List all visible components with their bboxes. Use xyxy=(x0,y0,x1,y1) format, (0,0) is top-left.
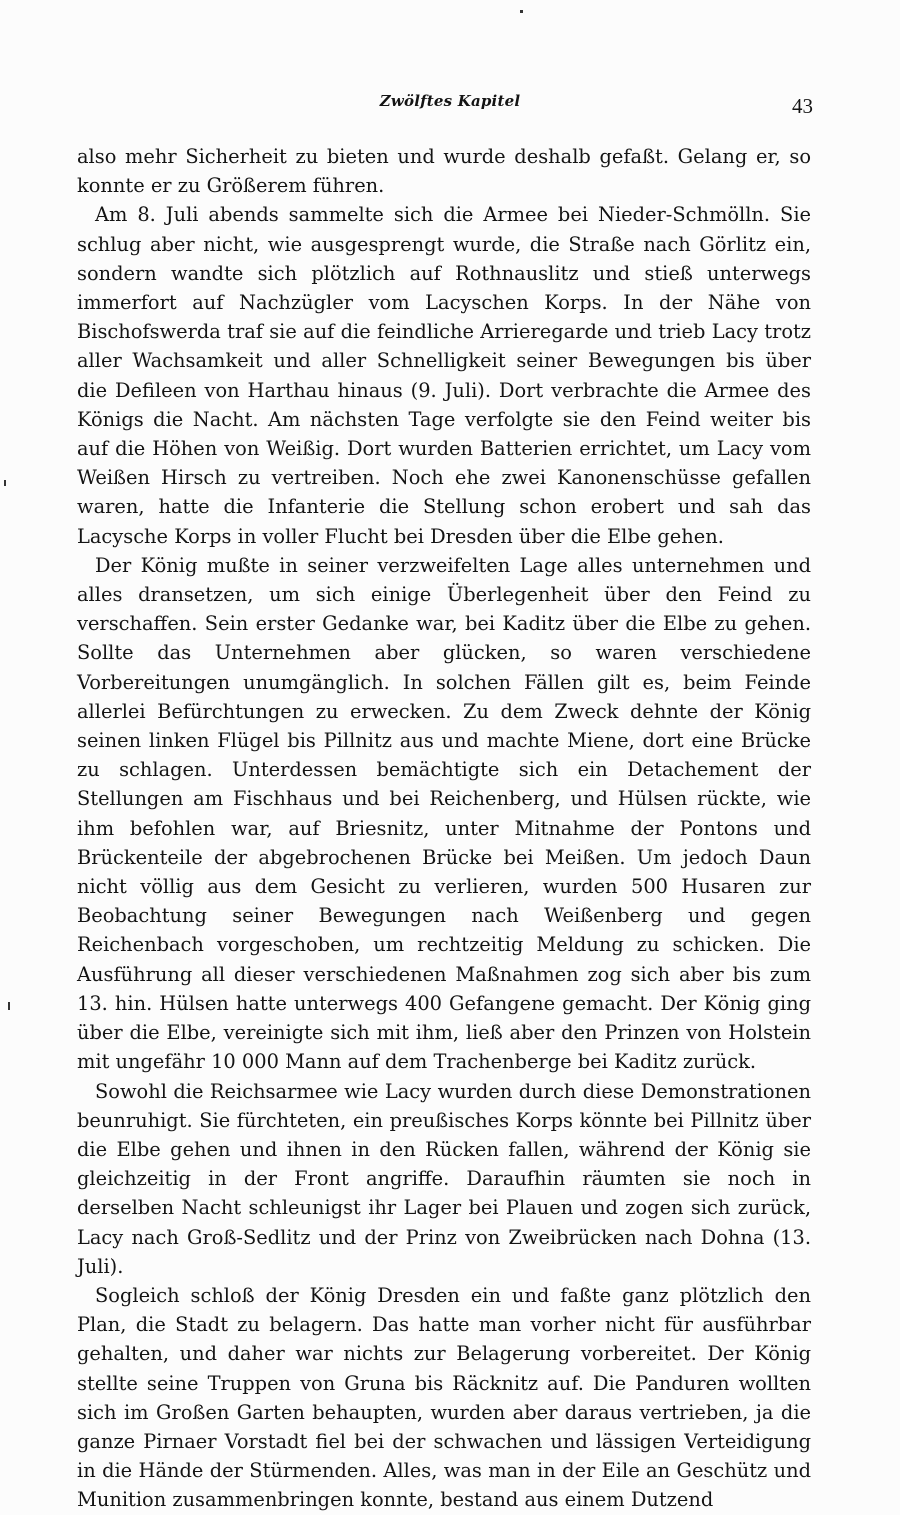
scan-mark-left xyxy=(8,1002,10,1010)
paragraph: Am 8. Juli abends sammelte sich die Armee bei Nieder-Schmölln. Sie schlug aber nicht, wie ausgesprengt wurde, die Straße nach Görlitz ein, sondern wandte sich plötzlich auf Rothnauslitz und stieß unterwegs immerfort auf Nachzügler vom Lacyschen Korps. In der Nähe von Bischofswerda traf sie auf die feindliche Arrieregarde und trieb Lacy trotz aller Wachsamkeit und aller Schnelligkeit seiner Bewegungen bis über die Defileen von Harthau hinaus (9. Juli). Dort verbrachte die Armee des Königs die Nacht. Am nächsten Tage verfolgte sie den Feind weiter bis auf die Höhen von Weißig. Dort wurden Batterien errichtet, um Lacy vom Weißen Hirsch zu vertreiben. Noch ehe zwei Kanonenschüsse gefallen waren, hatte die Infanterie die Stellung schon erobert und sah das Lacysche Korps in voller Flucht bei Dresden über die Elbe gehen. xyxy=(77,203,811,548)
running-head xyxy=(0,92,900,116)
scan-mark-left xyxy=(4,480,6,486)
paragraph: Sogleich schloß der König Dresden ein und faßte ganz plötzlich den Plan, die Stadt zu belagern. Das hatte man vorher nicht für ausführbar gehalten, und daher war nichts zur Belagerung vorbereitet. Der König stellte seine Truppen von Gruna bis Räcknitz auf. Die Panduren wollten sich im Großen Garten behaupten, wurden aber daraus vertrieben, ja die ganze Pirnaer Vorstadt fiel bei der schwachen und lässigen Verteidigung in die Hände der Stürmenden. Alles, was man in der Eile an Geschütz und Munition zusammenbringen konnte, bestand aus einem Dutzend xyxy=(77,1283,811,1512)
scan-mark-top xyxy=(520,10,523,13)
paragraph: Sowohl die Reichsarmee wie Lacy wurden durch diese Demonstrationen beunruhigt. Sie fürchteten, ein preußisches Korps könnte bei Pillnitz über die Elbe gehen und ihnen in den Rücken fallen, während der König sie gleichzeitig in der Front angriffe. Daraufhin räumten sie noch in derselben Nacht schleunigst ihr Lager bei Plauen und zogen sich zurück, Lacy nach Groß-Sedlitz und der Prinz von Zweibrücken nach Dohna (13. Juli). xyxy=(77,1079,811,1278)
page-number: 43 xyxy=(792,94,813,118)
chapter-title: Zwölftes Kapitel xyxy=(379,92,521,110)
body-text xyxy=(77,142,811,1515)
paragraph-continued: also mehr Sicherheit zu bieten und wurde deshalb gefaßt. Gelang er, so konnte er zu Größerem führen. xyxy=(77,145,811,198)
paragraph: Der König mußte in seiner verzweifelten Lage alles unternehmen und alles dransetzen, um sich einige Überlegenheit über den Feind zu verschaffen. Sein erster Gedanke war, bei Kaditz über die Elbe zu gehen. Sollte das Unternehmen aber glücken, so waren verschiedene Vorbereitungen unumgänglich. In solchen Fällen gilt es, beim Feinde allerlei Befürchtungen zu erwecken. Zu dem Zweck dehnte der König seinen linken Flügel bis Pillnitz aus und machte Miene, dort eine Brücke zu schlagen. Unterdessen bemächtigte sich ein Detachement der Stellungen am Fischhaus und bei Reichenberg, und Hülsen rückte, wie ihm befohlen war, auf Briesnitz, unter Mitnahme der Pontons und Brückenteile der abgebrochenen Brücke bei Meißen. Um jedoch Daun nicht völlig aus dem Gesicht zu verlieren, wurden 500 Husaren zur Beobachtung seiner Bewegungen nach Weißenberg und gegen Reichenbach vorgeschoben, um rechtzeitig Meldung zu schicken. Die Ausführung all dieser verschiedenen Maßnahmen zog sich aber bis zum 13. hin. Hülsen hatte unterwegs 400 Gefangene gemacht. Der König ging über die Elbe, vereinigte sich mit ihm, ließ aber den Prinzen von Holstein mit ungefähr 10 000 Mann auf dem Trachenberge bei Kaditz zurück. xyxy=(77,553,811,1074)
